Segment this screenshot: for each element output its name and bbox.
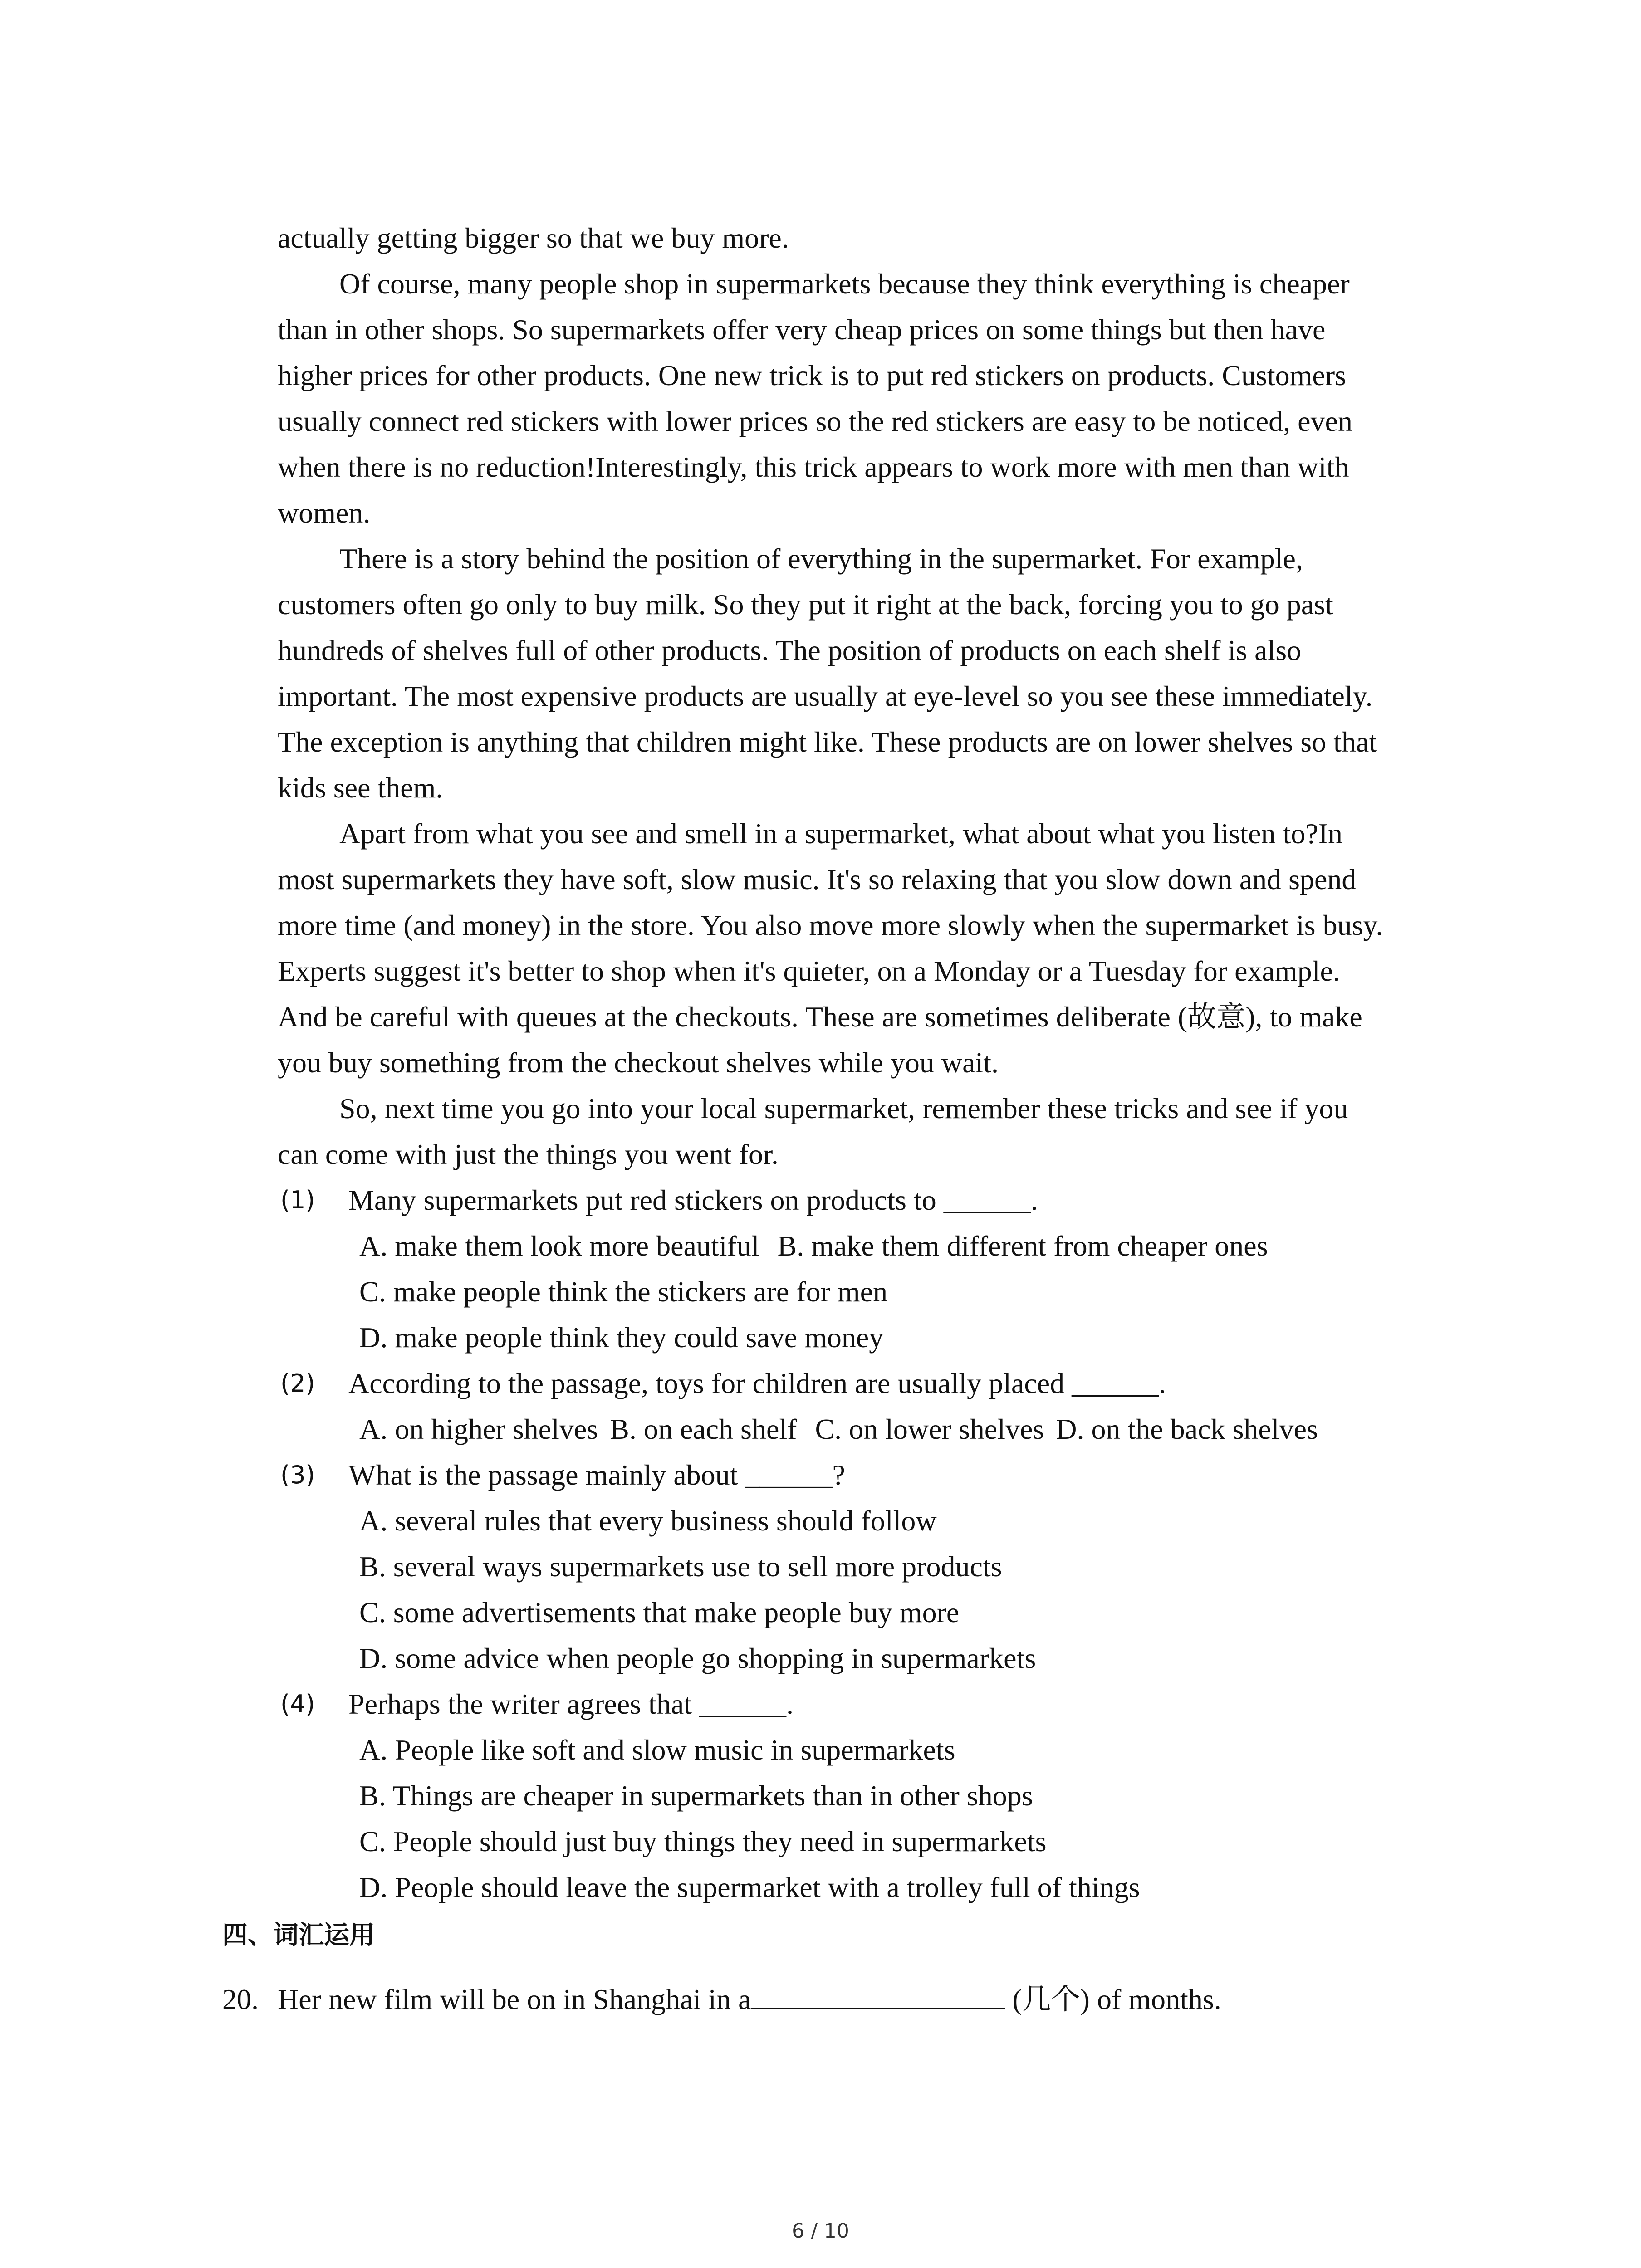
passage-line: important. The most expensive products are usually at eye-level so you see these immediately. (278, 680, 1373, 712)
option-row (278, 1544, 1457, 1589)
passage-line: can come with just the things you went for. (278, 1138, 779, 1170)
option-c: C. on lower shelves (815, 1413, 1044, 1445)
question-text: Perhaps the writer agrees that ______. (348, 1688, 794, 1720)
option-row (278, 1864, 1457, 1910)
question-stem (278, 1681, 1457, 1727)
vocab-question (222, 1976, 1221, 2022)
option-row (278, 1498, 1457, 1544)
option-row (278, 1635, 1457, 1681)
option-row (278, 1773, 1457, 1818)
option-row (278, 1818, 1457, 1864)
passage-line: usually connect red stickers with lower prices so the red stickers are easy to be noticed, even (278, 405, 1352, 437)
question-stem (278, 1452, 1457, 1498)
option-row (278, 1315, 1457, 1360)
answer-blank[interactable] (751, 1978, 1005, 2009)
passage-line: more time (and money) in the store. You also move more slowly when the supermarket is busy. (278, 909, 1383, 941)
passage-line: you buy something from the checkout shelves while you wait. (278, 1046, 999, 1079)
passage-line: than in other shops. So supermarkets offer very cheap prices on some things but then have (278, 313, 1326, 346)
option-a: A. several rules that every business should follow (359, 1505, 937, 1537)
question-number: 20. (222, 1983, 259, 2015)
question-text: What is the passage mainly about ______? (348, 1459, 845, 1491)
reading-passage (278, 215, 1457, 1910)
option-row (278, 1406, 1457, 1452)
passage-line: Apart from what you see and smell in a supermarket, what about what you listen to?In (339, 817, 1342, 850)
question-stem (278, 1177, 1457, 1223)
passage-line: women. (278, 497, 371, 529)
passage-line: So, next time you go into your local supermarket, remember these tricks and see if you (339, 1092, 1348, 1124)
passage-line: customers often go only to buy milk. So they put it right at the back, forcing you to go past (278, 588, 1333, 621)
question-number: (3) (280, 1461, 315, 1489)
option-row (278, 1589, 1457, 1635)
option-a: A. on higher shelves (359, 1413, 598, 1445)
passage-line: higher prices for other products. One new trick is to put red stickers on products. Customers (278, 359, 1347, 391)
option-c: C. some advertisements that make people buy more (359, 1596, 960, 1628)
passage-line: actually getting bigger so that we buy more. (278, 222, 789, 254)
passage-line: most supermarkets they have soft, slow music. It's so relaxing that you slow down and spend (278, 863, 1357, 895)
passage-line: And be careful with queues at the checkouts. These are sometimes deliberate (故意), to make (278, 1001, 1362, 1033)
vocab-text-after: (几个) of months. (1012, 1983, 1221, 2015)
option-b: B. on each shelf (610, 1413, 797, 1445)
passage-line: when there is no reduction!Interestingly, this trick appears to work more with men than with (278, 451, 1349, 483)
option-b: B. Things are cheaper in supermarkets than in other shops (359, 1779, 1033, 1812)
option-d: D. some advice when people go shopping in supermarkets (359, 1642, 1036, 1674)
passage-line: Of course, many people shop in supermarkets because they think everything is cheaper (339, 268, 1350, 300)
question-stem (278, 1360, 1457, 1406)
passage-line: hundreds of shelves full of other products. The position of products on each shelf is also (278, 634, 1302, 666)
section-heading: 四、词汇运用 (222, 1921, 375, 1950)
option-b: B. make them different from cheaper ones (777, 1230, 1268, 1262)
passage-line: kids see them. (278, 772, 443, 804)
question-number: (1) (280, 1186, 315, 1214)
option-c: C. make people think the stickers are for men (359, 1276, 888, 1308)
option-c: C. People should just buy things they need in supermarkets (359, 1825, 1047, 1857)
passage-line: Experts suggest it's better to shop when it's quieter, on a Monday or a Tuesday for example. (278, 955, 1340, 987)
question-text: According to the passage, toys for children are usually placed ______. (348, 1367, 1166, 1399)
option-row (278, 1269, 1457, 1315)
passage-line: There is a story behind the position of everything in the supermarket. For example, (339, 543, 1303, 575)
question-number: (4) (280, 1690, 315, 1718)
option-a: A. People like soft and slow music in supermarkets (359, 1734, 955, 1766)
option-row (278, 1727, 1457, 1773)
vocab-text-before: Her new film will be on in Shanghai in a (278, 1983, 751, 2015)
option-d: D. on the back shelves (1056, 1413, 1318, 1445)
option-d: D. People should leave the supermarket with a trolley full of things (359, 1871, 1140, 1903)
page-number: 6 / 10 (792, 2219, 849, 2243)
question-text: Many supermarkets put red stickers on products to ______. (348, 1184, 1038, 1216)
option-b: B. several ways supermarkets use to sell more products (359, 1550, 1002, 1583)
passage-line: The exception is anything that children might like. These products are on lower shelves so that (278, 726, 1377, 758)
option-a: A. make them look more beautiful (359, 1230, 759, 1262)
option-d: D. make people think they could save money (359, 1321, 884, 1354)
question-number: (2) (280, 1369, 315, 1398)
option-row (278, 1223, 1457, 1269)
